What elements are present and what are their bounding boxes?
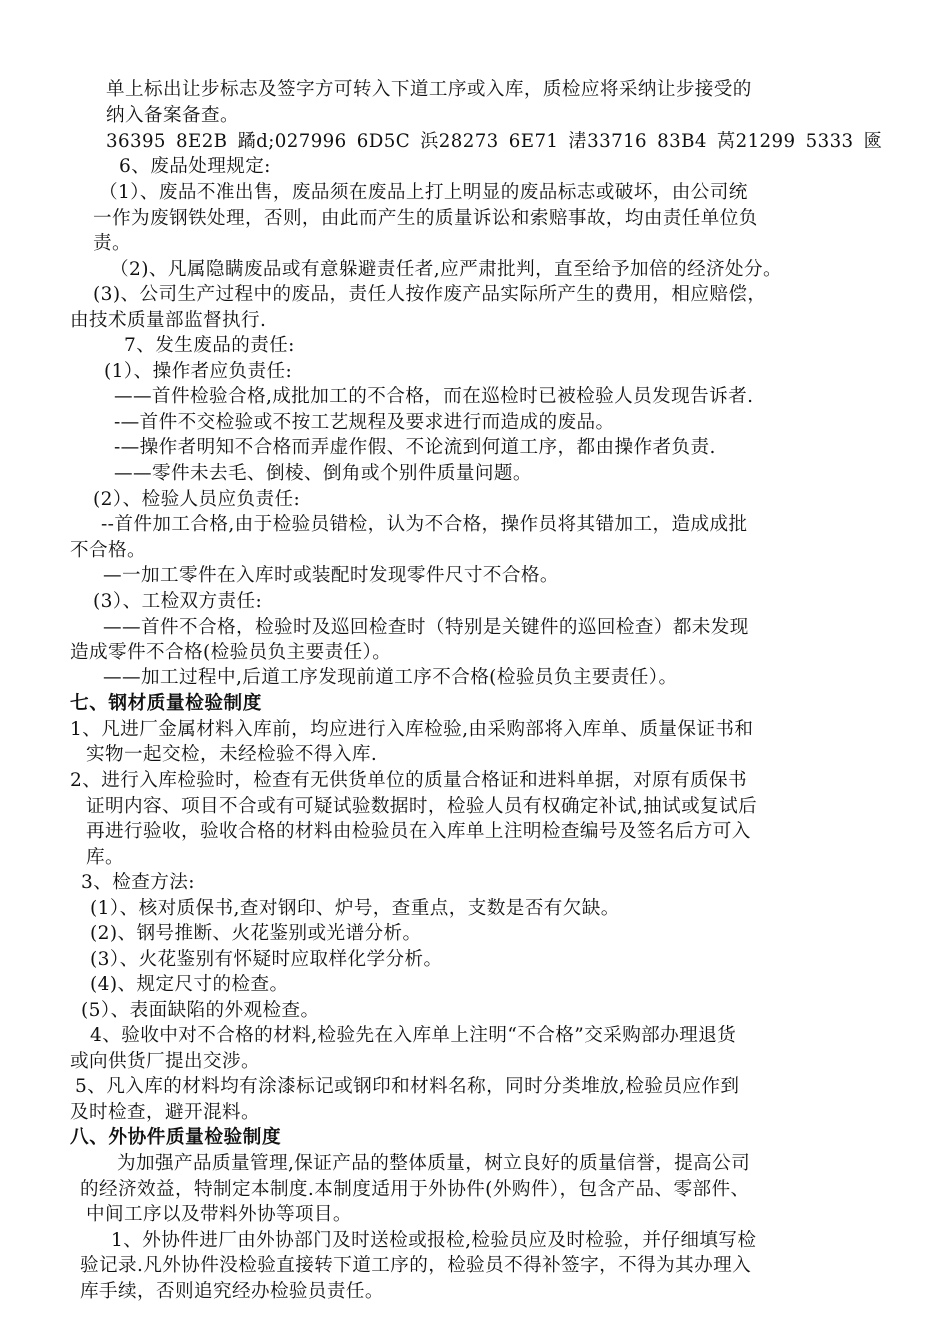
text-line: 1、凡进厂金属材料入库前，均应进行入库检验,由采购部将入库单、质量保证书和 <box>70 719 754 740</box>
section-item-title: 6、废品处理规定: <box>119 156 271 177</box>
text-line: 4、验收中对不合格的材料,检验先在入库单上注明“不合格”交采购部办理退货 <box>90 1025 737 1046</box>
text-line: 单上标出让步标志及签字方可转入下道工序或入库，质检应将采纳让步接受的 <box>106 79 752 100</box>
text-line: 一作为废钢铁处理，否则，由此而产生的质量诉讼和索赔事故，均由责任单位负 <box>93 208 758 229</box>
text-line: ——首件检验合格,成批加工的不合格，而在巡检时已被检验人员发现告诉者. <box>114 386 754 407</box>
text-line: -—操作者明知不合格而弄虚作假、不论流到何道工序，都由操作者负责. <box>114 437 716 458</box>
text-line: 5、凡入库的材料均有涂漆标记或钢印和材料名称，同时分类堆放,检验员应作到 <box>75 1076 740 1097</box>
text-line: 实物一起交检，未经检验不得入库. <box>86 744 378 765</box>
text-line: 再进行验收，验收合格的材料由检验员在入库单上注明检查编号及签名后方可入 <box>86 821 751 842</box>
text-line: 纳入备案备查。 <box>106 105 239 126</box>
text-line: (5）、表面缺陷的外观检查。 <box>81 1000 320 1021</box>
text-line: (3）、火花鉴别有怀疑时应取样化学分析。 <box>90 949 443 970</box>
text-line: 库。 <box>86 847 124 868</box>
text-line: --首件加工合格,由于检验员错检，认为不合格，操作员将其错加工，造成成批 <box>101 514 748 535</box>
text-line: 的经济效益，特制定本制度.本制度适用于外协件(外购件），包含产品、零部件、 <box>80 1179 750 1200</box>
text-line: (1）、操作者应负责任: <box>104 361 293 382</box>
text-line: （2)、凡属隐瞒废品或有意躲避责任者,应严肃批判，直至给予加倍的经济处分。 <box>110 259 782 280</box>
text-line: 造成零件不合格(检验员负主要责任）。 <box>70 642 392 663</box>
garbled-code-line: 36395 8E2B 蹫d;027996 6D5C 浜28273 6E71 湱33716 83B4 莴21299 5333 匳 <box>106 131 883 152</box>
text-line: 为加强产品质量管理,保证产品的整体质量，树立良好的质量信誉，提高公司 <box>117 1153 751 1174</box>
text-line: 库手续，否则追究经办检验员责任。 <box>80 1281 384 1302</box>
text-line: ——加工过程中,后道工序发现前道工序不合格(检验员负主要责任）。 <box>103 667 678 688</box>
text-line: 由技术质量部监督执行. <box>70 310 267 331</box>
text-line: 1、外协件进厂由外协部门及时送检或报检,检验员应及时检验，并仔细填写检 <box>111 1230 757 1251</box>
text-line: —一加工零件在入库时或装配时发现零件尺寸不合格。 <box>103 565 559 586</box>
text-line: 中间工序以及带料外协等项目。 <box>86 1204 352 1225</box>
text-line: 或向供货厂提出交涉。 <box>70 1051 260 1072</box>
text-line: (1）、核对质保书,查对钢印、炉号，查重点，支数是否有欠缺。 <box>90 898 620 919</box>
text-line: (3)、公司生产过程中的废品，责任人按作废产品实际所产生的费用，相应赔偿， <box>93 284 767 305</box>
text-line: -—首件不交检验或不按工艺规程及要求进行而造成的废品。 <box>114 412 615 433</box>
text-line: ——首件不合格，检验时及巡回检查时（特别是关键件的巡回检查）都未发现 <box>103 617 749 638</box>
section-heading: 八、外协件质量检验制度 <box>70 1127 282 1148</box>
section-item-title: 3、检查方法: <box>81 872 195 893</box>
text-line: 证明内容、项目不合或有可疑试验数据时，检验人员有权确定补试,抽试或复试后 <box>86 796 758 817</box>
text-line: 及时检查，避开混料。 <box>70 1102 260 1123</box>
text-line: (2）、检验人员应负责任: <box>93 489 301 510</box>
text-line: （1）、废品不准出售，废品须在废品上打上明显的废品标志或破坏，由公司统 <box>99 182 748 203</box>
section-item-title: 7、发生废品的责任: <box>124 335 295 356</box>
text-line: 不合格。 <box>70 540 146 561</box>
text-line: ——零件未去毛、倒棱、倒角或个别件质量问题。 <box>114 463 532 484</box>
text-line: 责。 <box>93 233 131 254</box>
section-heading: 七、钢材质量检验制度 <box>70 693 262 714</box>
text-line: 验记录.凡外协件没检验直接转下道工序的，检验员不得补签字，不得为其办理入 <box>80 1255 752 1276</box>
text-line: (3）、工检双方责任: <box>93 591 263 612</box>
text-line: 2、进行入库检验时，检查有无供货单位的质量合格证和进料单据，对原有质保书 <box>70 770 748 791</box>
text-line: (2)、钢号推断、火花鉴别或光谱分析。 <box>90 923 422 944</box>
text-line: (4)、规定尺寸的检查。 <box>90 974 289 995</box>
